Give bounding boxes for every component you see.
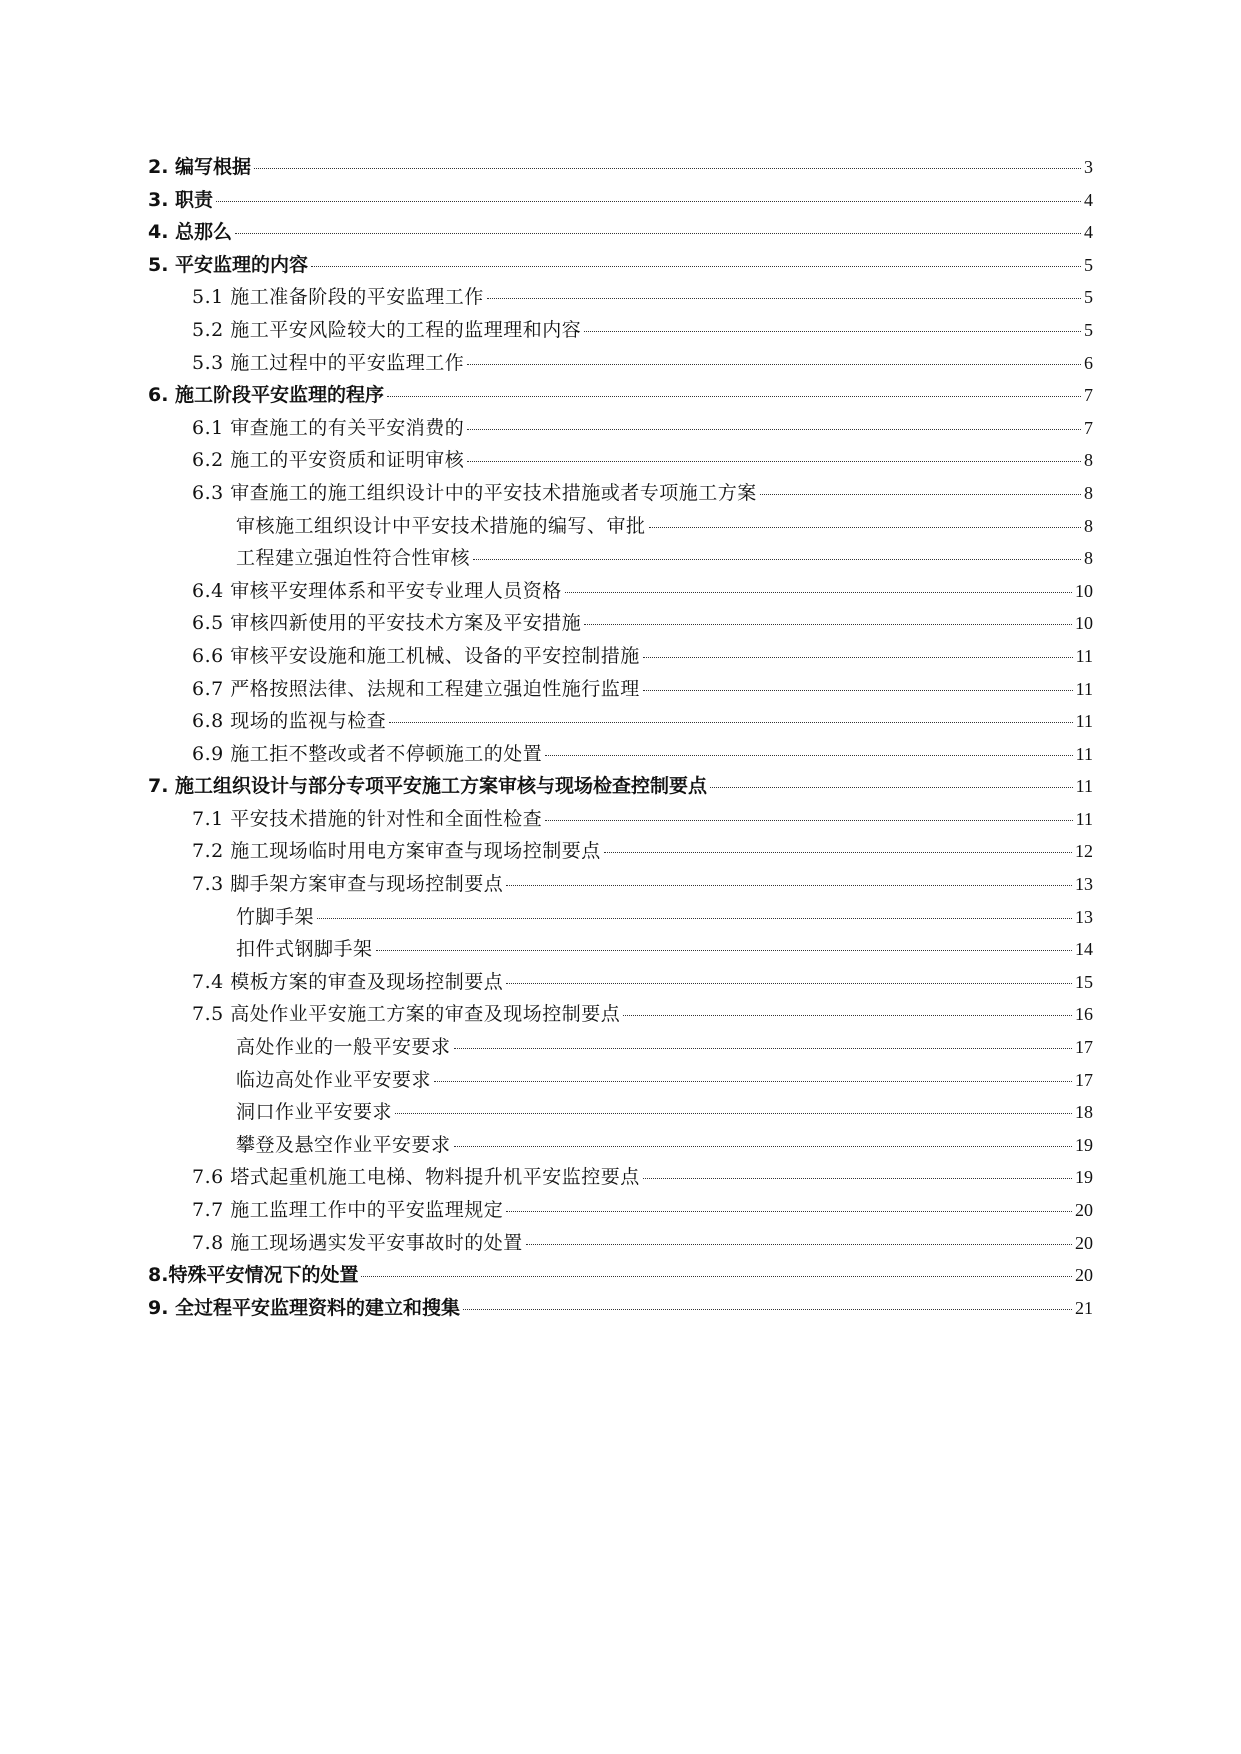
- dot-leader: [361, 1276, 1072, 1277]
- dot-leader: [584, 331, 1081, 332]
- toc-entry-page-number: 11: [1075, 678, 1093, 699]
- toc-entry-page-number: 11: [1075, 645, 1093, 666]
- dot-leader: [526, 1244, 1072, 1245]
- toc-entry[interactable]: [148, 674, 1093, 707]
- toc-entry[interactable]: [148, 967, 1093, 1000]
- toc-entry-page-number: 19: [1075, 1134, 1093, 1155]
- toc-entry-title: 6. 施工阶段平安监理的程序: [148, 384, 385, 407]
- dot-leader: [643, 657, 1073, 658]
- toc-entry-page-number: 13: [1075, 906, 1093, 927]
- dot-leader: [623, 1015, 1072, 1016]
- toc-entry-page-number: 4: [1084, 222, 1093, 243]
- toc-entry-title: 7.3 脚手架方案审查与现场控制要点: [192, 873, 504, 896]
- toc-entry-page-number: 3: [1084, 157, 1093, 177]
- toc-entry[interactable]: [148, 543, 1093, 576]
- dot-leader: [317, 918, 1072, 919]
- toc-entry-title: 7.5 高处作业平安施工方案的审查及现场控制要点: [192, 1003, 621, 1026]
- dot-leader: [311, 266, 1081, 267]
- dot-leader: [545, 755, 1072, 756]
- toc-entry-page-number: 6: [1084, 352, 1093, 373]
- toc-entry-page-number: 11: [1075, 808, 1093, 829]
- toc-entry-page-number: 5: [1084, 287, 1093, 308]
- dot-leader: [506, 885, 1072, 886]
- dot-leader: [506, 1211, 1072, 1212]
- toc-entry-title: 7. 施工组织设计与部分专项平安施工方案审核与现场检查控制要点: [148, 775, 708, 798]
- dot-leader: [395, 1113, 1072, 1114]
- toc-entry-title: 竹脚手架: [236, 905, 315, 928]
- toc-entry-page-number: 13: [1075, 874, 1093, 895]
- toc-entry[interactable]: [148, 1260, 1093, 1293]
- toc-entry[interactable]: [148, 315, 1093, 348]
- dot-leader: [649, 527, 1081, 528]
- toc-entry-title: 3. 职责: [148, 188, 214, 211]
- toc-entry-title: 6.6 审核平安设施和施工机械、设备的平安控制措施: [192, 644, 640, 667]
- dot-leader: [434, 1081, 1072, 1082]
- toc-entry[interactable]: [148, 282, 1093, 315]
- dot-leader: [389, 722, 1072, 723]
- toc-entry[interactable]: [148, 902, 1093, 935]
- toc-entry[interactable]: [148, 836, 1093, 869]
- toc-entry-title: 临边高处作业平安要求: [236, 1068, 432, 1091]
- toc-entry[interactable]: [148, 445, 1093, 478]
- toc-entry-page-number: 11: [1075, 743, 1093, 764]
- toc-entry-page-number: 8: [1084, 450, 1093, 471]
- toc-entry-title: 6.5 审核四新使用的平安技术方案及平安措施: [192, 612, 582, 635]
- toc-entry-page-number: 11: [1075, 776, 1093, 797]
- toc-entry[interactable]: [148, 478, 1093, 511]
- toc-entry[interactable]: [148, 869, 1093, 902]
- dot-leader: [454, 1048, 1072, 1049]
- dot-leader: [467, 429, 1081, 430]
- toc-entry-title: 6.4 审核平安理体系和平安专业理人员资格: [192, 579, 562, 602]
- toc-entry-page-number: 8: [1084, 515, 1093, 536]
- toc-entry-page-number: 20: [1075, 1232, 1093, 1253]
- toc-entry-page-number: 4: [1084, 189, 1093, 210]
- dot-leader: [643, 690, 1073, 691]
- toc-entry-page-number: 21: [1075, 1297, 1093, 1318]
- dot-leader: [565, 592, 1072, 593]
- dot-leader: [387, 396, 1081, 397]
- dot-leader: [710, 787, 1073, 788]
- toc-entry-title: 6.8 现场的监视与检查: [192, 710, 387, 733]
- dot-leader: [487, 298, 1081, 299]
- dot-leader: [545, 820, 1072, 821]
- toc-entry[interactable]: [148, 576, 1093, 609]
- toc-entry-page-number: 17: [1075, 1069, 1093, 1090]
- toc-entry-title: 审核施工组织设计中平安技术措施的编写、审批: [236, 514, 646, 537]
- toc-entry-page-number: 11: [1075, 711, 1093, 732]
- toc-entry-title: 7.1 平安技术措施的针对性和全面性检查: [192, 807, 543, 830]
- dot-leader: [760, 494, 1081, 495]
- toc-entry-title: 6.2 施工的平安资质和证明审核: [192, 449, 465, 472]
- toc-entry-title: 4. 总那么: [148, 221, 233, 244]
- toc-entry[interactable]: [148, 348, 1093, 381]
- toc-entry-title: 5. 平安监理的内容: [148, 253, 309, 276]
- dot-leader: [216, 201, 1081, 202]
- toc-entry-title: 5.2 施工平安风险较大的工程的监理理和内容: [192, 318, 582, 341]
- dot-leader: [235, 233, 1081, 234]
- toc-entry-title: 6.3 审查施工的施工组织设计中的平安技术措施或者专项施工方案: [192, 481, 757, 504]
- table-of-contents: [148, 152, 1093, 1325]
- toc-entry-title: 攀登及悬空作业平安要求: [236, 1133, 451, 1156]
- toc-entry-page-number: 20: [1075, 1265, 1093, 1286]
- toc-entry[interactable]: [148, 1032, 1093, 1065]
- toc-entry[interactable]: [148, 1162, 1093, 1195]
- dot-leader: [467, 364, 1081, 365]
- dot-leader: [643, 1178, 1072, 1179]
- toc-entry[interactable]: [148, 185, 1093, 218]
- dot-leader: [454, 1146, 1072, 1147]
- dot-leader: [604, 852, 1072, 853]
- toc-entry-title: 高处作业的一般平安要求: [236, 1036, 451, 1059]
- toc-entry-title: 6.7 严格按照法律、法规和工程建立强迫性施行监理: [192, 677, 640, 700]
- toc-entry[interactable]: [148, 1065, 1093, 1098]
- toc-entry[interactable]: [148, 608, 1093, 641]
- toc-entry[interactable]: [148, 152, 1093, 185]
- toc-entry[interactable]: [148, 706, 1093, 739]
- toc-entry-page-number: 18: [1075, 1102, 1093, 1123]
- dot-leader: [254, 168, 1081, 169]
- toc-entry-title: 7.8 施工现场遇实发平安事故时的处置: [192, 1231, 523, 1254]
- toc-entry[interactable]: [148, 999, 1093, 1032]
- dot-leader: [467, 461, 1081, 462]
- toc-entry-title: 洞口作业平安要求: [236, 1101, 393, 1124]
- toc-entry-title: 6.9 施工拒不整改或者不停顿施工的处置: [192, 742, 543, 765]
- toc-entry-title: 5.1 施工准备阶段的平安监理工作: [192, 286, 484, 309]
- toc-entry-title: 7.4 模板方案的审查及现场控制要点: [192, 970, 504, 993]
- toc-entry-page-number: 5: [1084, 254, 1093, 275]
- toc-entry[interactable]: [148, 217, 1093, 250]
- toc-entry[interactable]: [148, 1130, 1093, 1163]
- dot-leader: [506, 983, 1072, 984]
- toc-entry-title: 7.2 施工现场临时用电方案审查与现场控制要点: [192, 840, 601, 863]
- toc-entry[interactable]: [148, 1228, 1093, 1261]
- toc-entry-title: 2. 编写根据: [148, 156, 252, 178]
- toc-entry-page-number: 16: [1075, 1004, 1093, 1025]
- toc-entry[interactable]: [148, 641, 1093, 674]
- toc-entry-title: 6.1 审查施工的有关平安消费的: [192, 416, 465, 439]
- toc-entry-title: 工程建立强迫性符合性审核: [236, 547, 471, 570]
- toc-entry-title: 扣件式钢脚手架: [236, 938, 373, 961]
- toc-entry[interactable]: [148, 1293, 1093, 1326]
- toc-entry-page-number: 12: [1075, 841, 1093, 862]
- toc-entry[interactable]: [148, 511, 1093, 544]
- toc-entry-page-number: 5: [1084, 319, 1093, 340]
- dot-leader: [463, 1309, 1072, 1310]
- toc-entry-title: 7.7 施工监理工作中的平安监理规定: [192, 1199, 504, 1221]
- toc-entry[interactable]: [148, 934, 1093, 967]
- toc-entry[interactable]: [148, 771, 1093, 804]
- toc-entry-page-number: 15: [1075, 971, 1093, 992]
- dot-leader: [473, 559, 1081, 560]
- toc-entry-page-number: 17: [1075, 1037, 1093, 1058]
- toc-entry-page-number: 10: [1075, 580, 1093, 601]
- toc-entry[interactable]: [148, 1097, 1093, 1130]
- toc-entry-page-number: 14: [1075, 939, 1093, 960]
- toc-entry-title: 5.3 施工过程中的平安监理工作: [192, 351, 465, 374]
- toc-entry[interactable]: [148, 250, 1093, 283]
- toc-entry-page-number: 10: [1075, 613, 1093, 634]
- toc-entry-page-number: 8: [1084, 482, 1093, 503]
- toc-entry-page-number: 7: [1084, 417, 1093, 438]
- toc-entry[interactable]: [148, 413, 1093, 446]
- toc-entry[interactable]: [148, 739, 1093, 772]
- toc-entry-page-number: 8: [1084, 548, 1093, 569]
- toc-entry-title: 7.6 塔式起重机施工电梯、物料提升机平安监控要点: [192, 1166, 640, 1189]
- toc-entry[interactable]: [148, 1195, 1093, 1228]
- toc-entry[interactable]: [148, 380, 1093, 413]
- toc-entry-page-number: 7: [1084, 385, 1093, 406]
- toc-entry-title: 9. 全过程平安监理资料的建立和搜集: [148, 1296, 461, 1319]
- toc-entry-page-number: 20: [1075, 1200, 1093, 1220]
- dot-leader: [584, 624, 1072, 625]
- toc-entry[interactable]: [148, 804, 1093, 837]
- dot-leader: [376, 950, 1072, 951]
- toc-entry-page-number: 19: [1075, 1167, 1093, 1188]
- toc-entry-title: 8.特殊平安情况下的处置: [148, 1264, 359, 1287]
